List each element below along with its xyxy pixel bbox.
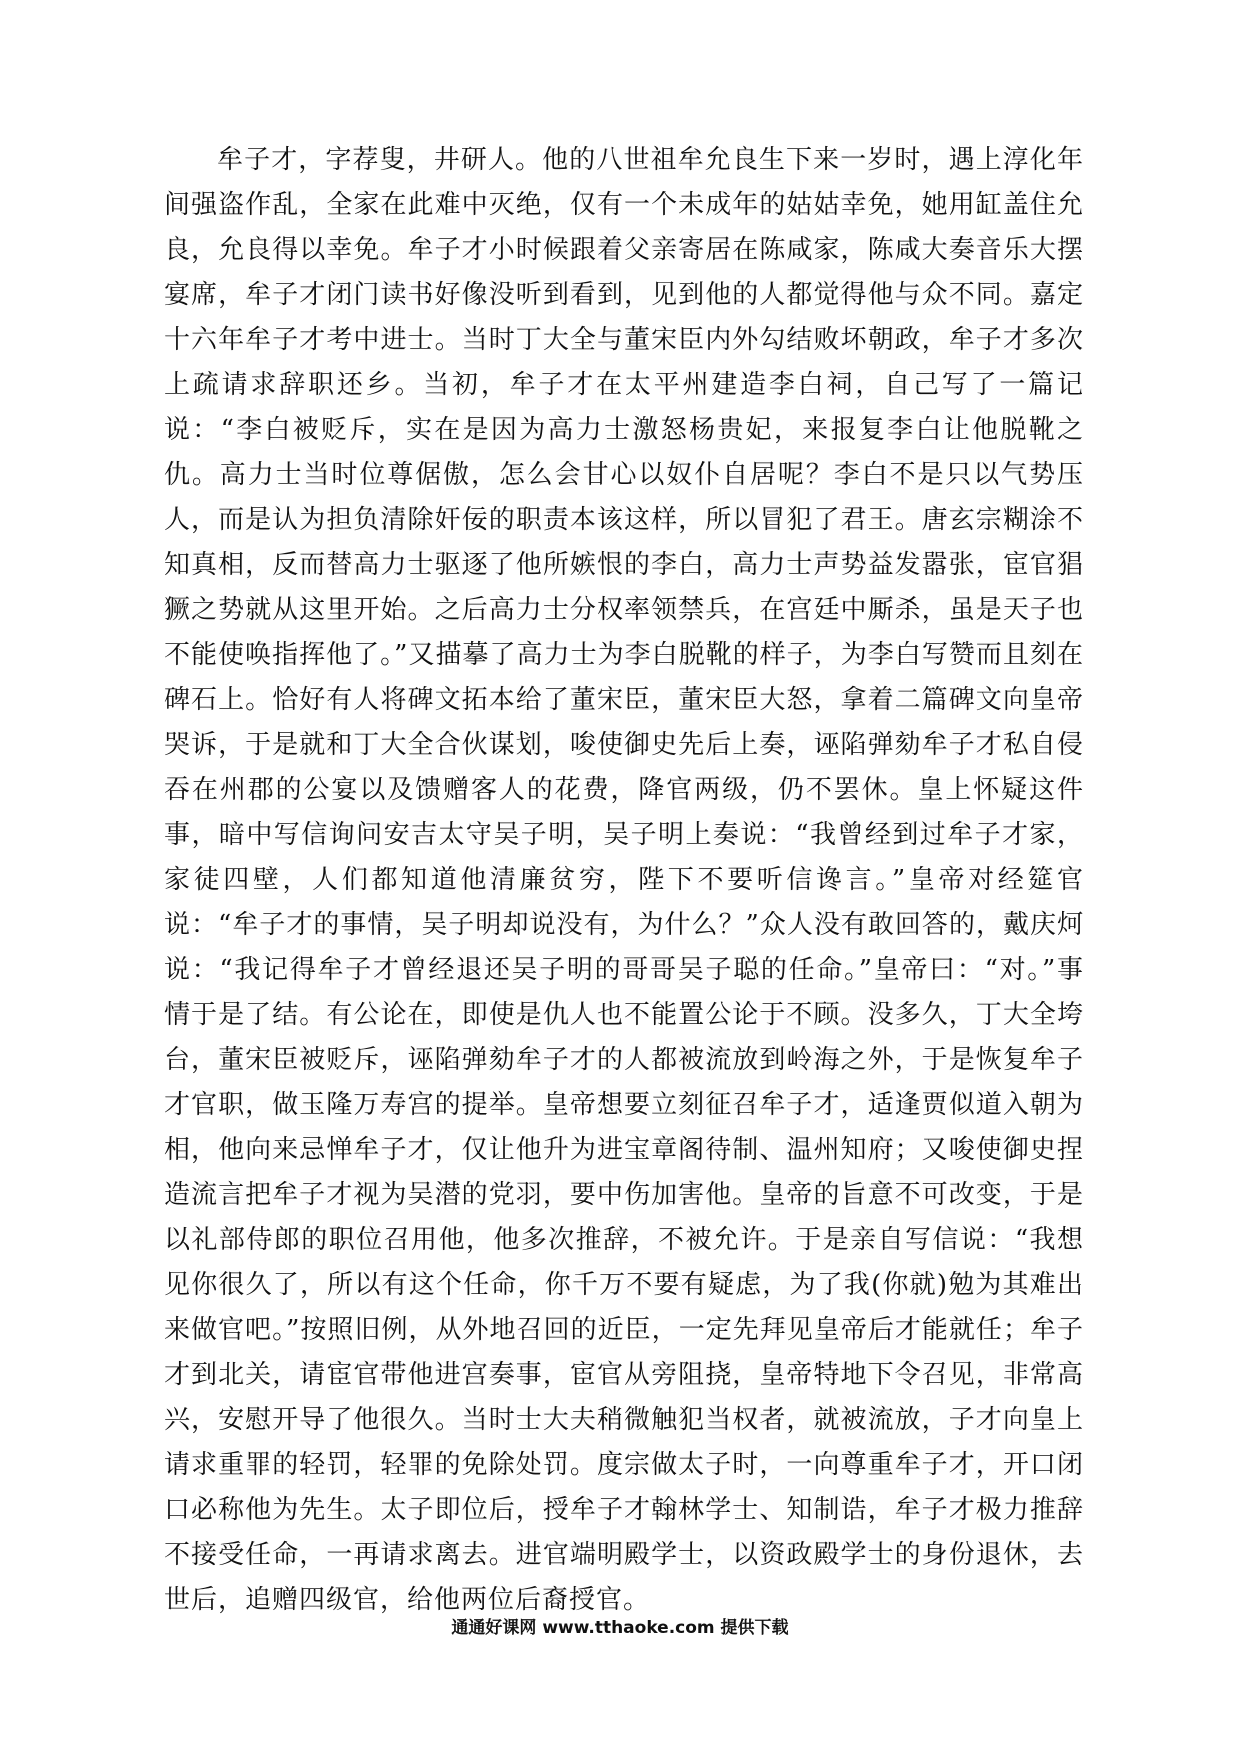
body-paragraph: 牟子才，字荐叟，井研人。他的八世祖牟允良生下来一岁时，遇上淳化年间强盗作乱，全家在此难中灭绝，仅有一个未成年的姑姑幸免，她用缸盖住允良，允良得以幸免。牟子才小时候跟着父亲寄居在陈咸家，陈咸大奏音乐大摆宴席，牟子才闭门读书好像没听到看到，见到他的人都觉得他与众不同。嘉定十六年牟子才考中进士。当时丁大全与董宋臣内外勾结败坏朝政，牟子才多次上疏请求辞职还乡。当初，牟子才在太平州建造李白祠，自己写了一篇记说：“李白被贬斥，实在是因为高力士激怒杨贵妃，来报复李白让他脱靴之仇。高力士当时位尊倨傲，怎么会甘心以奴仆自居呢？李白不是只以气势压人，而是认为担负清除奸佞的职责本该这样，所以冒犯了君王。唐玄宗糊涂不知真相，反而替高力士驱逐了他所嫉恨的李白，高力士声势益发嚣张，宦官猖獗之势就从这里开始。之后高力士分权率领禁兵，在宫廷中厮杀，虽是天子也不能使唤指挥他了。”又描摹了高力士为李白脱靴的样子，为李白写赞而且刻在碑石上。恰好有人将碑文拓本给了董宋臣，董宋臣大怒，拿着二篇碑文向皇帝哭诉，于是就和丁大全合伙谋划，唆使御史先后上奏，诬陷弹劾牟子才私自侵吞在州郡的公宴以及馈赠客人的花费，降官两级，仍不罢休。皇上怀疑这件事，暗中写信询问安吉太守吴子明，吴子明上奏说：“我曾经到过牟子才家，家徒四壁，人们都知道他清廉贫穷，陛下不要听信谗言。”皇帝对经筵官说：“牟子才的事情，吴子明却说没有，为什么？”众人没有敢回答的，戴庆炣说：“我记得牟子才曾经退还吴子明的哥哥吴子聪的任命。”皇帝曰：“对。”事情于是了结。有公论在，即使是仇人也不能置公论于不顾。没多久，丁大全垮台，董宋臣被贬斥，诬陷弹劾牟子才的人都被流放到岭海之外，于是恢复牟子才官职，做玉隆万寿宫的提举。皇帝想要立刻征召牟子才，适逢贾似道入朝为相，他向来忌惮牟子才，仅让他升为进宝章阁待制、温州知府；又唆使御史捏造流言把牟子才视为吴潜的党羽，要中伤加害他。皇帝的旨意不可改变，于是以礼部侍郎的职位召用他，他多次推辞，不被允许。于是亲自写信说：“我想见你很久了，所以有这个任命，你千万不要有疑虑，为了我(你就)勉为其难出来做官吧。”按照旧例，从外地召回的近臣，一定先拜见皇帝后才能就任；牟子才到北关，请宦官带他进宫奏事，宦官从旁阻挠，皇帝特地下令召见，非常高兴，安慰开导了他很久。当时士大夫稍微触犯当权者，就被流放，子才向皇上请求重罪的轻罚，轻罪的免除处罚。度宗做太子时，一向尊重牟子才，开口闭口必称他为先生。太子即位后，授牟子才翰林学士、知制诰，牟子才极力推辞不接受任命，一再请求离去。进官端明殿学士，以资政殿学士的身份退休，去世后，追赠四级官，给他两位后裔授官。 <box>164 145 1084 1615</box>
footer-watermark-text: 通通好课网 www.tthaoke.com 提供下载 <box>451 1618 789 1638</box>
